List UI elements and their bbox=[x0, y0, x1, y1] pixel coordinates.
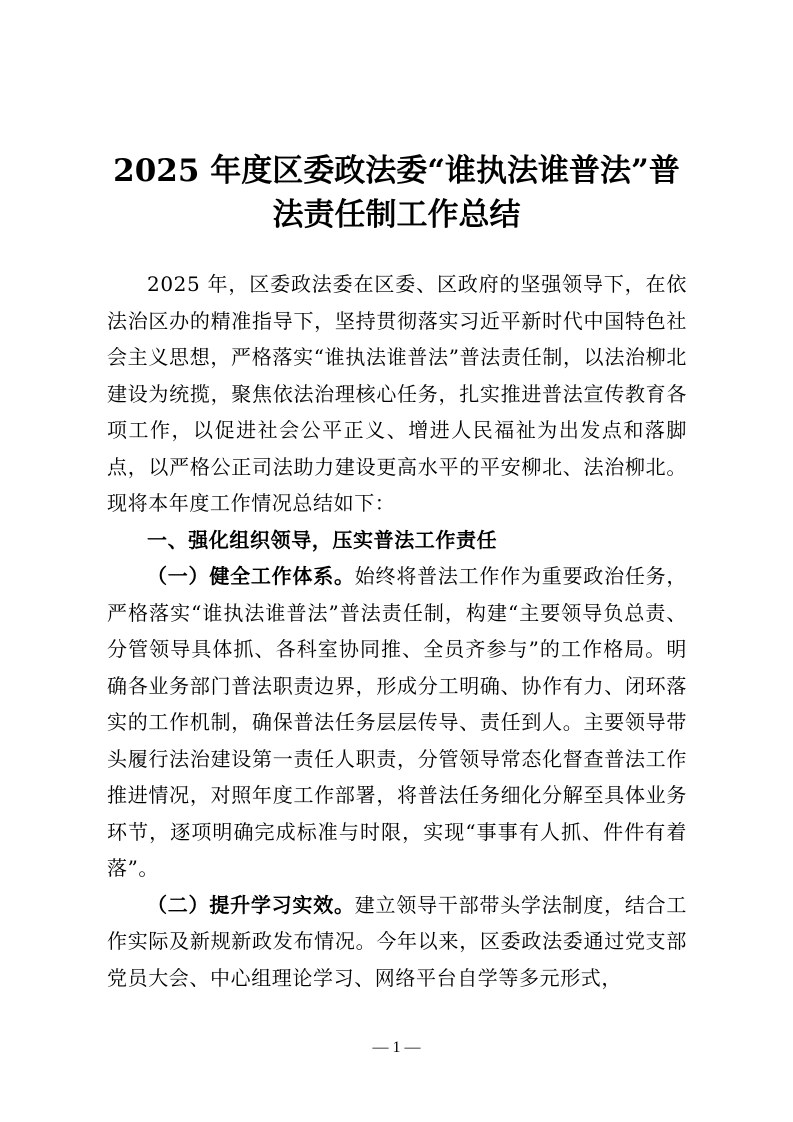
document-title-line-1: 2025 年度区委政法委“谁执法谁普法”普 bbox=[113, 153, 680, 189]
item-2-lead: （二）提升学习实效。 bbox=[147, 892, 355, 917]
page-number: — 1 — bbox=[372, 1039, 421, 1056]
item-1-text: 始终将普法工作作为重要政治任务，严格落实“谁执法谁普法”普法责任制，构建“主要领导负总责、分管领导具体抓、各科室协同推、全员齐参与”的工作格局。明确各业务部门普法职责边界，形成分工明确、协作有力、闭环落实的工作机制，确保普法任务层层传导、责任到人。主要领导带头履行法治建设第一责任人职责，分管领导常态化督查普法工作推进情况，对照年度工作部署，将普法任务细化分解至具体业务环节，逐项明确完成标准与时限，实现“事事有人抓、件件有着落”。 bbox=[107, 564, 687, 880]
item-1-lead: （一）健全工作体系。 bbox=[147, 564, 355, 588]
item-2-text: 建立领导干部带头学法制度，结合工作实际及新规新政发布情况。今年以来，区委政法委通过党支部党员大会、中心组理论学习、网络平台自学等多元形式， bbox=[107, 892, 687, 990]
document-body bbox=[107, 266, 687, 996]
item-2-paragraph bbox=[107, 887, 687, 997]
document-title-line-2: 法责任制工作总结 bbox=[272, 197, 521, 233]
item-1-paragraph bbox=[107, 558, 687, 887]
section-heading-1: 一、强化组织领导，压实普法工作责任 bbox=[147, 527, 498, 552]
intro-paragraph: 2025 年，区委政法委在区委、区政府的坚强领导下，在依法治区办的精准指导下，坚持贯彻落实习近平新时代中国特色社会主义思想，严格落实“谁执法谁普法”普法责任制，以法治柳北建设为统揽，聚焦依法治理核心任务，扎实推进普法宣传教育各项工作，以促进社会公平正义、增进人民福祉为出发点和落脚点，以严格公正司法助力建设更高水平的平安柳北、法治柳北。现将本年度工作情况总结如下： bbox=[107, 272, 687, 515]
